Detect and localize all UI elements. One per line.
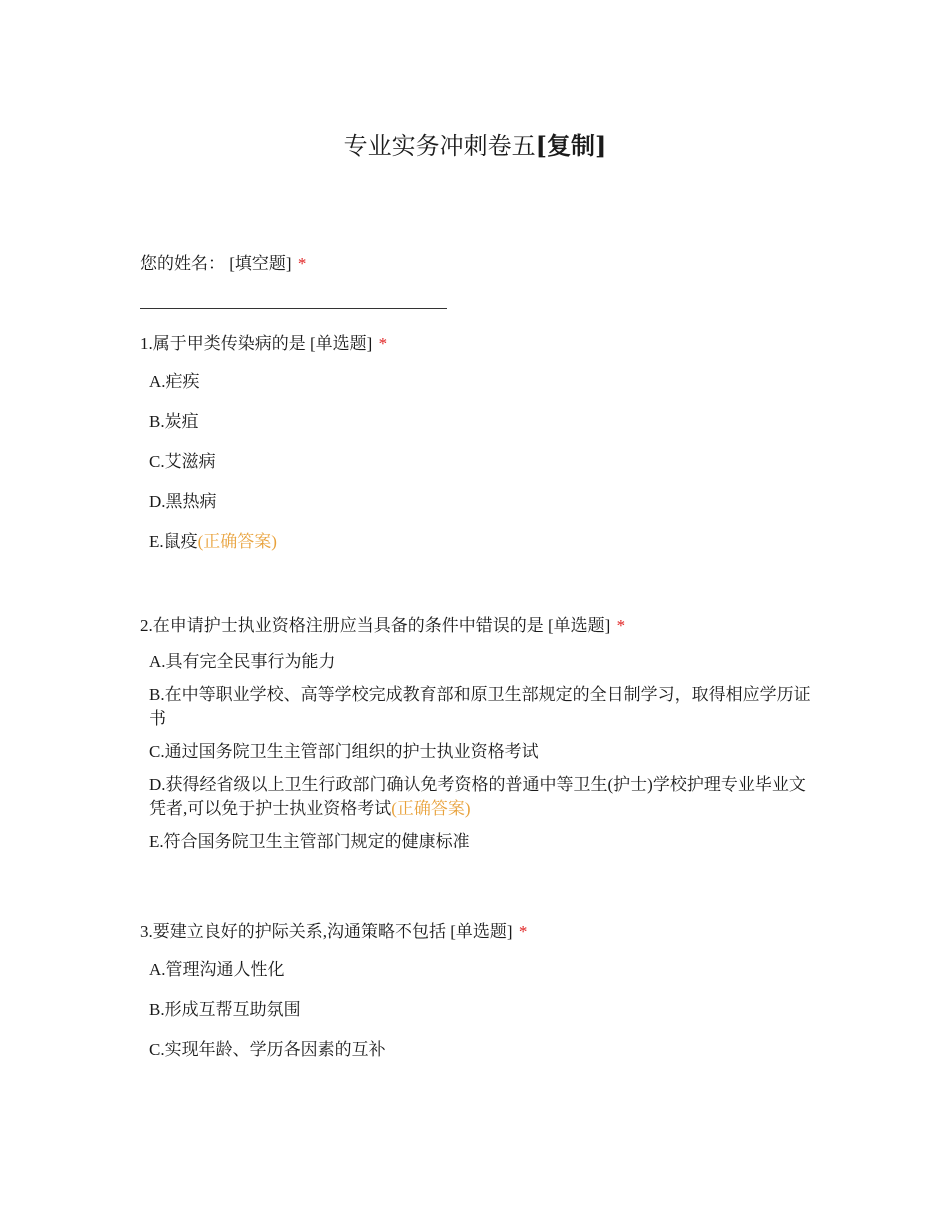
question-title: [140, 920, 820, 944]
required-mark: *: [378, 334, 388, 353]
option-text: E.鼠疫: [149, 532, 198, 551]
option-a[interactable]: [149, 958, 820, 982]
name-question-title: [140, 252, 840, 276]
option-list: [140, 370, 820, 554]
question-text: 1.属于甲类传染病的是: [140, 334, 306, 353]
option-d[interactable]: [149, 490, 820, 514]
question-title: [140, 614, 820, 638]
required-mark: *: [518, 922, 528, 941]
option-text: A.管理沟通人性化: [149, 960, 285, 979]
question-type-tag: [单选题]: [450, 922, 513, 941]
question-type-tag: [填空题]: [229, 254, 292, 273]
option-text: D.黑热病: [149, 492, 217, 511]
option-d[interactable]: [149, 773, 820, 821]
option-a[interactable]: [149, 370, 820, 394]
question-type-tag: [单选题]: [548, 616, 611, 635]
option-text: E.符合国务院卫生主管部门规定的健康标准: [149, 832, 470, 851]
name-label: 您的姓名：: [140, 254, 225, 273]
question-text: 2.在申请护士执业资格注册应当具备的条件中错误的是: [140, 616, 544, 635]
correct-answer-note: (正确答案): [391, 799, 471, 818]
required-mark: *: [616, 616, 626, 635]
option-text: D.获得经省级以上卫生行政部门确认免考资格的普通中等卫生(护士)学校护理专业毕业文凭者,可以免于护士执业资格考试: [149, 775, 806, 818]
option-b[interactable]: [149, 683, 820, 731]
option-b[interactable]: [149, 998, 820, 1022]
option-text: C.通过国务院卫生主管部门组织的护士执业资格考试: [149, 742, 539, 761]
option-c[interactable]: [149, 740, 820, 764]
option-text: C.实现年龄、学历各因素的互补: [149, 1040, 386, 1059]
option-text: C.艾滋病: [149, 452, 216, 471]
option-b[interactable]: [149, 410, 820, 434]
option-text: B.形成互帮互助氛围: [149, 1000, 301, 1019]
option-list: [140, 650, 820, 854]
question-3: [140, 920, 820, 1078]
option-a[interactable]: [149, 650, 820, 674]
option-c[interactable]: [149, 1038, 820, 1062]
question-type-tag: [单选题]: [310, 334, 373, 353]
page-title-suffix: [复制]: [535, 131, 607, 161]
option-e[interactable]: [149, 830, 820, 854]
option-text: A.具有完全民事行为能力: [149, 652, 336, 671]
option-list: [140, 958, 820, 1062]
question-2: [140, 614, 820, 863]
page-title: [0, 126, 950, 161]
correct-answer-note: (正确答案): [197, 532, 277, 551]
option-text: B.在中等职业学校、高等学校完成教育部和原卫生部规定的全日制学习，取得相应学历证书: [149, 685, 811, 728]
question-title: [140, 332, 820, 356]
name-input-line[interactable]: [140, 308, 447, 309]
question-1: [140, 332, 820, 570]
option-text: B.炭疽: [149, 412, 199, 431]
page-title-main: 专业实务冲刺卷五: [343, 132, 536, 161]
option-text: A.疟疾: [149, 372, 200, 391]
option-c[interactable]: [149, 450, 820, 474]
name-question: [140, 252, 840, 309]
question-text: 3.要建立良好的护际关系,沟通策略不包括: [140, 922, 446, 941]
option-e[interactable]: [149, 530, 820, 554]
required-mark: *: [297, 254, 307, 273]
